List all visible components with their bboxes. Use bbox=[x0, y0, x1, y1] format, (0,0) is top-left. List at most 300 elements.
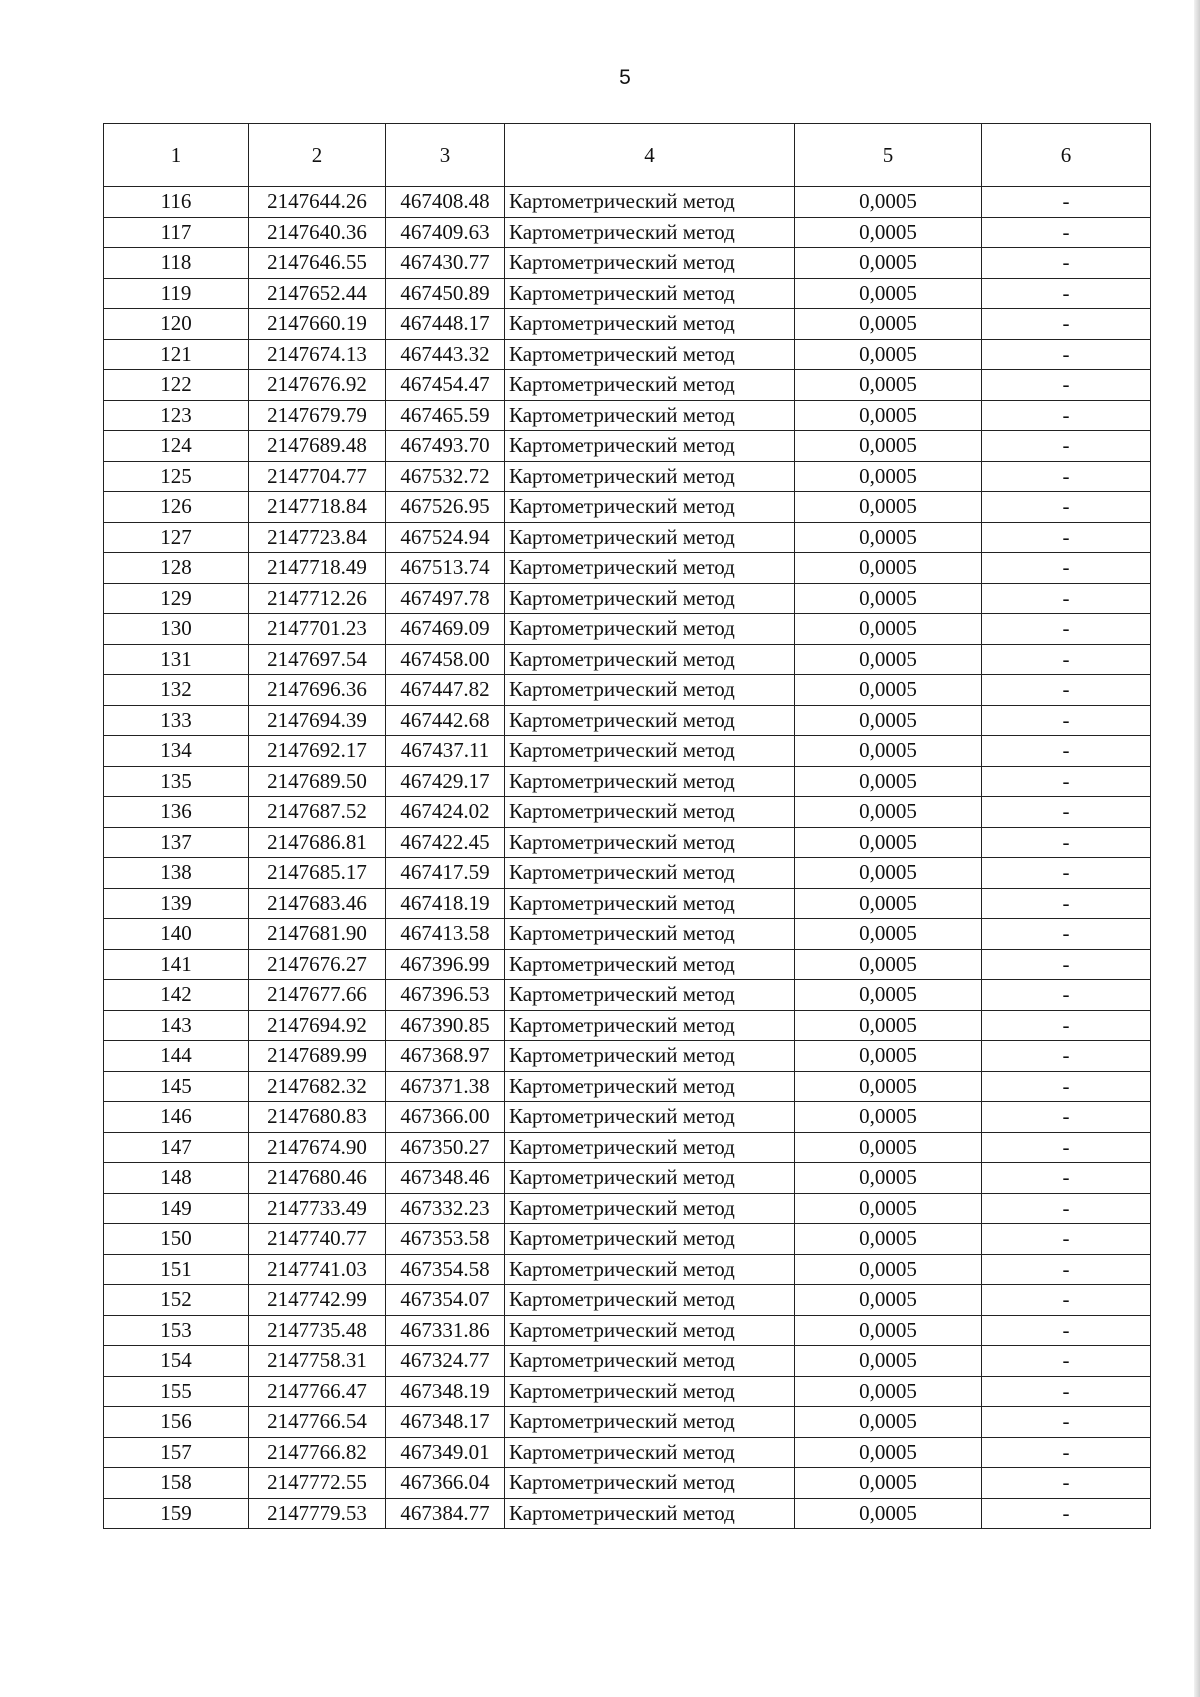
header-col-5: 5 bbox=[795, 124, 982, 187]
description-cell: - bbox=[982, 1498, 1151, 1529]
table-row bbox=[104, 1437, 1151, 1468]
y-coordinate-cell: 467353.58 bbox=[386, 1224, 505, 1255]
x-coordinate-cell: 2147646.55 bbox=[249, 248, 386, 279]
table-row bbox=[104, 705, 1151, 736]
point-number-cell: 122 bbox=[104, 370, 249, 401]
method-cell: Картометрический метод bbox=[505, 675, 795, 706]
y-coordinate-cell: 467368.97 bbox=[386, 1041, 505, 1072]
description-cell: - bbox=[982, 553, 1151, 584]
table-row bbox=[104, 1224, 1151, 1255]
y-coordinate-cell: 467458.00 bbox=[386, 644, 505, 675]
method-cell: Картометрический метод bbox=[505, 888, 795, 919]
x-coordinate-cell: 2147677.66 bbox=[249, 980, 386, 1011]
table-row bbox=[104, 1010, 1151, 1041]
description-cell: - bbox=[982, 1254, 1151, 1285]
table-row bbox=[104, 370, 1151, 401]
table-row bbox=[104, 766, 1151, 797]
y-coordinate-cell: 467532.72 bbox=[386, 461, 505, 492]
table-row bbox=[104, 1071, 1151, 1102]
method-cell: Картометрический метод bbox=[505, 1132, 795, 1163]
y-coordinate-cell: 467350.27 bbox=[386, 1132, 505, 1163]
point-number-cell: 139 bbox=[104, 888, 249, 919]
description-cell: - bbox=[982, 1193, 1151, 1224]
y-coordinate-cell: 467348.19 bbox=[386, 1376, 505, 1407]
accuracy-cell: 0,0005 bbox=[795, 522, 982, 553]
accuracy-cell: 0,0005 bbox=[795, 309, 982, 340]
description-cell: - bbox=[982, 1132, 1151, 1163]
description-cell: - bbox=[982, 949, 1151, 980]
description-cell: - bbox=[982, 1468, 1151, 1499]
point-number-cell: 143 bbox=[104, 1010, 249, 1041]
table-row bbox=[104, 187, 1151, 218]
y-coordinate-cell: 467442.68 bbox=[386, 705, 505, 736]
method-cell: Картометрический метод bbox=[505, 1163, 795, 1194]
method-cell: Картометрический метод bbox=[505, 248, 795, 279]
description-cell: - bbox=[982, 400, 1151, 431]
accuracy-cell: 0,0005 bbox=[795, 431, 982, 462]
point-number-cell: 125 bbox=[104, 461, 249, 492]
point-number-cell: 157 bbox=[104, 1437, 249, 1468]
table-row bbox=[104, 553, 1151, 584]
point-number-cell: 159 bbox=[104, 1498, 249, 1529]
y-coordinate-cell: 467366.04 bbox=[386, 1468, 505, 1499]
method-cell: Картометрический метод bbox=[505, 705, 795, 736]
x-coordinate-cell: 2147697.54 bbox=[249, 644, 386, 675]
accuracy-cell: 0,0005 bbox=[795, 553, 982, 584]
description-cell: - bbox=[982, 644, 1151, 675]
table-row bbox=[104, 797, 1151, 828]
table-row bbox=[104, 888, 1151, 919]
x-coordinate-cell: 2147766.47 bbox=[249, 1376, 386, 1407]
description-cell: - bbox=[982, 1285, 1151, 1316]
table-row bbox=[104, 1315, 1151, 1346]
x-coordinate-cell: 2147718.49 bbox=[249, 553, 386, 584]
x-coordinate-cell: 2147689.50 bbox=[249, 766, 386, 797]
x-coordinate-cell: 2147689.99 bbox=[249, 1041, 386, 1072]
accuracy-cell: 0,0005 bbox=[795, 675, 982, 706]
point-number-cell: 123 bbox=[104, 400, 249, 431]
method-cell: Картометрический метод bbox=[505, 614, 795, 645]
y-coordinate-cell: 467454.47 bbox=[386, 370, 505, 401]
method-cell: Картометрический метод bbox=[505, 461, 795, 492]
table-body bbox=[104, 187, 1151, 1529]
description-cell: - bbox=[982, 1010, 1151, 1041]
description-cell: - bbox=[982, 187, 1151, 218]
accuracy-cell: 0,0005 bbox=[795, 1285, 982, 1316]
y-coordinate-cell: 467448.17 bbox=[386, 309, 505, 340]
method-cell: Картометрический метод bbox=[505, 492, 795, 523]
point-number-cell: 118 bbox=[104, 248, 249, 279]
x-coordinate-cell: 2147742.99 bbox=[249, 1285, 386, 1316]
y-coordinate-cell: 467348.17 bbox=[386, 1407, 505, 1438]
table-row bbox=[104, 1254, 1151, 1285]
point-number-cell: 130 bbox=[104, 614, 249, 645]
point-number-cell: 146 bbox=[104, 1102, 249, 1133]
description-cell: - bbox=[982, 980, 1151, 1011]
accuracy-cell: 0,0005 bbox=[795, 1102, 982, 1133]
point-number-cell: 140 bbox=[104, 919, 249, 950]
method-cell: Картометрический метод bbox=[505, 370, 795, 401]
point-number-cell: 119 bbox=[104, 278, 249, 309]
accuracy-cell: 0,0005 bbox=[795, 1346, 982, 1377]
table-row bbox=[104, 1285, 1151, 1316]
accuracy-cell: 0,0005 bbox=[795, 705, 982, 736]
description-cell: - bbox=[982, 431, 1151, 462]
point-number-cell: 145 bbox=[104, 1071, 249, 1102]
method-cell: Картометрический метод bbox=[505, 522, 795, 553]
point-number-cell: 144 bbox=[104, 1041, 249, 1072]
point-number-cell: 138 bbox=[104, 858, 249, 889]
method-cell: Картометрический метод bbox=[505, 309, 795, 340]
accuracy-cell: 0,0005 bbox=[795, 278, 982, 309]
method-cell: Картометрический метод bbox=[505, 1498, 795, 1529]
y-coordinate-cell: 467409.63 bbox=[386, 217, 505, 248]
x-coordinate-cell: 2147640.36 bbox=[249, 217, 386, 248]
method-cell: Картометрический метод bbox=[505, 583, 795, 614]
method-cell: Картометрический метод bbox=[505, 980, 795, 1011]
method-cell: Картометрический метод bbox=[505, 1224, 795, 1255]
point-number-cell: 117 bbox=[104, 217, 249, 248]
x-coordinate-cell: 2147681.90 bbox=[249, 919, 386, 950]
method-cell: Картометрический метод bbox=[505, 431, 795, 462]
y-coordinate-cell: 467348.46 bbox=[386, 1163, 505, 1194]
method-cell: Картометрический метод bbox=[505, 1376, 795, 1407]
description-cell: - bbox=[982, 1407, 1151, 1438]
x-coordinate-cell: 2147680.46 bbox=[249, 1163, 386, 1194]
y-coordinate-cell: 467371.38 bbox=[386, 1071, 505, 1102]
point-number-cell: 149 bbox=[104, 1193, 249, 1224]
point-number-cell: 135 bbox=[104, 766, 249, 797]
x-coordinate-cell: 2147723.84 bbox=[249, 522, 386, 553]
x-coordinate-cell: 2147704.77 bbox=[249, 461, 386, 492]
description-cell: - bbox=[982, 278, 1151, 309]
x-coordinate-cell: 2147694.92 bbox=[249, 1010, 386, 1041]
y-coordinate-cell: 467524.94 bbox=[386, 522, 505, 553]
point-number-cell: 137 bbox=[104, 827, 249, 858]
x-coordinate-cell: 2147685.17 bbox=[249, 858, 386, 889]
x-coordinate-cell: 2147686.81 bbox=[249, 827, 386, 858]
table-row bbox=[104, 400, 1151, 431]
y-coordinate-cell: 467354.07 bbox=[386, 1285, 505, 1316]
accuracy-cell: 0,0005 bbox=[795, 1071, 982, 1102]
x-coordinate-cell: 2147674.13 bbox=[249, 339, 386, 370]
accuracy-cell: 0,0005 bbox=[795, 1010, 982, 1041]
accuracy-cell: 0,0005 bbox=[795, 949, 982, 980]
point-number-cell: 156 bbox=[104, 1407, 249, 1438]
header-col-6: 6 bbox=[982, 124, 1151, 187]
description-cell: - bbox=[982, 217, 1151, 248]
table-row bbox=[104, 278, 1151, 309]
description-cell: - bbox=[982, 766, 1151, 797]
table-row bbox=[104, 736, 1151, 767]
accuracy-cell: 0,0005 bbox=[795, 1041, 982, 1072]
y-coordinate-cell: 467384.77 bbox=[386, 1498, 505, 1529]
point-number-cell: 124 bbox=[104, 431, 249, 462]
point-number-cell: 126 bbox=[104, 492, 249, 523]
table-row bbox=[104, 492, 1151, 523]
point-number-cell: 132 bbox=[104, 675, 249, 706]
table-row bbox=[104, 1498, 1151, 1529]
description-cell: - bbox=[982, 1437, 1151, 1468]
point-number-cell: 136 bbox=[104, 797, 249, 828]
accuracy-cell: 0,0005 bbox=[795, 248, 982, 279]
table-row bbox=[104, 1407, 1151, 1438]
method-cell: Картометрический метод bbox=[505, 766, 795, 797]
point-number-cell: 155 bbox=[104, 1376, 249, 1407]
method-cell: Картометрический метод bbox=[505, 919, 795, 950]
point-number-cell: 134 bbox=[104, 736, 249, 767]
description-cell: - bbox=[982, 858, 1151, 889]
description-cell: - bbox=[982, 1224, 1151, 1255]
point-number-cell: 127 bbox=[104, 522, 249, 553]
point-number-cell: 153 bbox=[104, 1315, 249, 1346]
description-cell: - bbox=[982, 1041, 1151, 1072]
method-cell: Картометрический метод bbox=[505, 1346, 795, 1377]
point-number-cell: 116 bbox=[104, 187, 249, 218]
accuracy-cell: 0,0005 bbox=[795, 370, 982, 401]
table-row bbox=[104, 1468, 1151, 1499]
accuracy-cell: 0,0005 bbox=[795, 187, 982, 218]
point-number-cell: 142 bbox=[104, 980, 249, 1011]
point-number-cell: 152 bbox=[104, 1285, 249, 1316]
accuracy-cell: 0,0005 bbox=[795, 1498, 982, 1529]
description-cell: - bbox=[982, 705, 1151, 736]
description-cell: - bbox=[982, 339, 1151, 370]
y-coordinate-cell: 467390.85 bbox=[386, 1010, 505, 1041]
x-coordinate-cell: 2147696.36 bbox=[249, 675, 386, 706]
page-number: 5 bbox=[619, 66, 631, 89]
x-coordinate-cell: 2147674.90 bbox=[249, 1132, 386, 1163]
x-coordinate-cell: 2147740.77 bbox=[249, 1224, 386, 1255]
point-number-cell: 150 bbox=[104, 1224, 249, 1255]
table-row bbox=[104, 919, 1151, 950]
point-number-cell: 147 bbox=[104, 1132, 249, 1163]
description-cell: - bbox=[982, 1315, 1151, 1346]
point-number-cell: 129 bbox=[104, 583, 249, 614]
y-coordinate-cell: 467430.77 bbox=[386, 248, 505, 279]
accuracy-cell: 0,0005 bbox=[795, 736, 982, 767]
x-coordinate-cell: 2147692.17 bbox=[249, 736, 386, 767]
x-coordinate-cell: 2147689.48 bbox=[249, 431, 386, 462]
x-coordinate-cell: 2147766.82 bbox=[249, 1437, 386, 1468]
accuracy-cell: 0,0005 bbox=[795, 614, 982, 645]
table-row bbox=[104, 1163, 1151, 1194]
x-coordinate-cell: 2147741.03 bbox=[249, 1254, 386, 1285]
y-coordinate-cell: 467443.32 bbox=[386, 339, 505, 370]
table-row bbox=[104, 1376, 1151, 1407]
point-number-cell: 151 bbox=[104, 1254, 249, 1285]
y-coordinate-cell: 467331.86 bbox=[386, 1315, 505, 1346]
description-cell: - bbox=[982, 583, 1151, 614]
x-coordinate-cell: 2147766.54 bbox=[249, 1407, 386, 1438]
description-cell: - bbox=[982, 675, 1151, 706]
description-cell: - bbox=[982, 1071, 1151, 1102]
table-row bbox=[104, 858, 1151, 889]
coordinates-table bbox=[103, 123, 1151, 1529]
table-row bbox=[104, 461, 1151, 492]
table-row bbox=[104, 1041, 1151, 1072]
y-coordinate-cell: 467422.45 bbox=[386, 827, 505, 858]
table-row bbox=[104, 644, 1151, 675]
y-coordinate-cell: 467324.77 bbox=[386, 1346, 505, 1377]
table-row bbox=[104, 583, 1151, 614]
x-coordinate-cell: 2147733.49 bbox=[249, 1193, 386, 1224]
method-cell: Картометрический метод bbox=[505, 400, 795, 431]
method-cell: Картометрический метод bbox=[505, 1315, 795, 1346]
point-number-cell: 131 bbox=[104, 644, 249, 675]
table-row bbox=[104, 339, 1151, 370]
method-cell: Картометрический метод bbox=[505, 1285, 795, 1316]
description-cell: - bbox=[982, 1102, 1151, 1133]
accuracy-cell: 0,0005 bbox=[795, 766, 982, 797]
table-row bbox=[104, 1193, 1151, 1224]
accuracy-cell: 0,0005 bbox=[795, 217, 982, 248]
y-coordinate-cell: 467493.70 bbox=[386, 431, 505, 462]
y-coordinate-cell: 467497.78 bbox=[386, 583, 505, 614]
method-cell: Картометрический метод bbox=[505, 1102, 795, 1133]
method-cell: Картометрический метод bbox=[505, 736, 795, 767]
y-coordinate-cell: 467450.89 bbox=[386, 278, 505, 309]
x-coordinate-cell: 2147772.55 bbox=[249, 1468, 386, 1499]
accuracy-cell: 0,0005 bbox=[795, 858, 982, 889]
table-row bbox=[104, 614, 1151, 645]
y-coordinate-cell: 467354.58 bbox=[386, 1254, 505, 1285]
x-coordinate-cell: 2147735.48 bbox=[249, 1315, 386, 1346]
x-coordinate-cell: 2147644.26 bbox=[249, 187, 386, 218]
x-coordinate-cell: 2147680.83 bbox=[249, 1102, 386, 1133]
x-coordinate-cell: 2147758.31 bbox=[249, 1346, 386, 1377]
accuracy-cell: 0,0005 bbox=[795, 1193, 982, 1224]
method-cell: Картометрический метод bbox=[505, 1437, 795, 1468]
method-cell: Картометрический метод bbox=[505, 644, 795, 675]
point-number-cell: 120 bbox=[104, 309, 249, 340]
description-cell: - bbox=[982, 614, 1151, 645]
table-row bbox=[104, 1346, 1151, 1377]
y-coordinate-cell: 467526.95 bbox=[386, 492, 505, 523]
y-coordinate-cell: 467447.82 bbox=[386, 675, 505, 706]
accuracy-cell: 0,0005 bbox=[795, 1407, 982, 1438]
y-coordinate-cell: 467417.59 bbox=[386, 858, 505, 889]
table-row bbox=[104, 949, 1151, 980]
method-cell: Картометрический метод bbox=[505, 187, 795, 218]
method-cell: Картометрический метод bbox=[505, 1254, 795, 1285]
description-cell: - bbox=[982, 309, 1151, 340]
method-cell: Картометрический метод bbox=[505, 553, 795, 584]
method-cell: Картометрический метод bbox=[505, 1071, 795, 1102]
description-cell: - bbox=[982, 370, 1151, 401]
x-coordinate-cell: 2147652.44 bbox=[249, 278, 386, 309]
table-header-row bbox=[104, 124, 1151, 187]
description-cell: - bbox=[982, 522, 1151, 553]
header-col-1: 1 bbox=[104, 124, 249, 187]
y-coordinate-cell: 467396.53 bbox=[386, 980, 505, 1011]
method-cell: Картометрический метод bbox=[505, 1041, 795, 1072]
accuracy-cell: 0,0005 bbox=[795, 1376, 982, 1407]
accuracy-cell: 0,0005 bbox=[795, 400, 982, 431]
table-row bbox=[104, 1102, 1151, 1133]
point-number-cell: 148 bbox=[104, 1163, 249, 1194]
scan-edge bbox=[1194, 0, 1200, 1697]
accuracy-cell: 0,0005 bbox=[795, 827, 982, 858]
description-cell: - bbox=[982, 797, 1151, 828]
accuracy-cell: 0,0005 bbox=[795, 339, 982, 370]
header-col-4: 4 bbox=[505, 124, 795, 187]
method-cell: Картометрический метод bbox=[505, 827, 795, 858]
table-row bbox=[104, 522, 1151, 553]
x-coordinate-cell: 2147712.26 bbox=[249, 583, 386, 614]
y-coordinate-cell: 467469.09 bbox=[386, 614, 505, 645]
header-col-3: 3 bbox=[386, 124, 505, 187]
description-cell: - bbox=[982, 888, 1151, 919]
y-coordinate-cell: 467413.58 bbox=[386, 919, 505, 950]
accuracy-cell: 0,0005 bbox=[795, 797, 982, 828]
method-cell: Картометрический метод bbox=[505, 797, 795, 828]
y-coordinate-cell: 467366.00 bbox=[386, 1102, 505, 1133]
point-number-cell: 154 bbox=[104, 1346, 249, 1377]
x-coordinate-cell: 2147687.52 bbox=[249, 797, 386, 828]
y-coordinate-cell: 467349.01 bbox=[386, 1437, 505, 1468]
method-cell: Картометрический метод bbox=[505, 1010, 795, 1041]
table-row bbox=[104, 431, 1151, 462]
table-row bbox=[104, 980, 1151, 1011]
table-row bbox=[104, 675, 1151, 706]
description-cell: - bbox=[982, 1376, 1151, 1407]
x-coordinate-cell: 2147694.39 bbox=[249, 705, 386, 736]
description-cell: - bbox=[982, 461, 1151, 492]
table-row bbox=[104, 217, 1151, 248]
x-coordinate-cell: 2147682.32 bbox=[249, 1071, 386, 1102]
point-number-cell: 158 bbox=[104, 1468, 249, 1499]
accuracy-cell: 0,0005 bbox=[795, 461, 982, 492]
method-cell: Картометрический метод bbox=[505, 858, 795, 889]
method-cell: Картометрический метод bbox=[505, 1193, 795, 1224]
accuracy-cell: 0,0005 bbox=[795, 1254, 982, 1285]
accuracy-cell: 0,0005 bbox=[795, 1315, 982, 1346]
accuracy-cell: 0,0005 bbox=[795, 888, 982, 919]
table-row bbox=[104, 248, 1151, 279]
method-cell: Картометрический метод bbox=[505, 217, 795, 248]
x-coordinate-cell: 2147660.19 bbox=[249, 309, 386, 340]
description-cell: - bbox=[982, 248, 1151, 279]
x-coordinate-cell: 2147683.46 bbox=[249, 888, 386, 919]
accuracy-cell: 0,0005 bbox=[795, 1163, 982, 1194]
accuracy-cell: 0,0005 bbox=[795, 980, 982, 1011]
point-number-cell: 128 bbox=[104, 553, 249, 584]
x-coordinate-cell: 2147718.84 bbox=[249, 492, 386, 523]
point-number-cell: 133 bbox=[104, 705, 249, 736]
accuracy-cell: 0,0005 bbox=[795, 919, 982, 950]
table-row bbox=[104, 827, 1151, 858]
method-cell: Картометрический метод bbox=[505, 278, 795, 309]
method-cell: Картометрический метод bbox=[505, 1468, 795, 1499]
x-coordinate-cell: 2147676.92 bbox=[249, 370, 386, 401]
description-cell: - bbox=[982, 736, 1151, 767]
accuracy-cell: 0,0005 bbox=[795, 492, 982, 523]
method-cell: Картометрический метод bbox=[505, 339, 795, 370]
y-coordinate-cell: 467429.17 bbox=[386, 766, 505, 797]
y-coordinate-cell: 467418.19 bbox=[386, 888, 505, 919]
table-row bbox=[104, 309, 1151, 340]
point-number-cell: 141 bbox=[104, 949, 249, 980]
accuracy-cell: 0,0005 bbox=[795, 1132, 982, 1163]
accuracy-cell: 0,0005 bbox=[795, 1437, 982, 1468]
accuracy-cell: 0,0005 bbox=[795, 1224, 982, 1255]
accuracy-cell: 0,0005 bbox=[795, 583, 982, 614]
method-cell: Картометрический метод bbox=[505, 949, 795, 980]
y-coordinate-cell: 467437.11 bbox=[386, 736, 505, 767]
description-cell: - bbox=[982, 492, 1151, 523]
y-coordinate-cell: 467332.23 bbox=[386, 1193, 505, 1224]
